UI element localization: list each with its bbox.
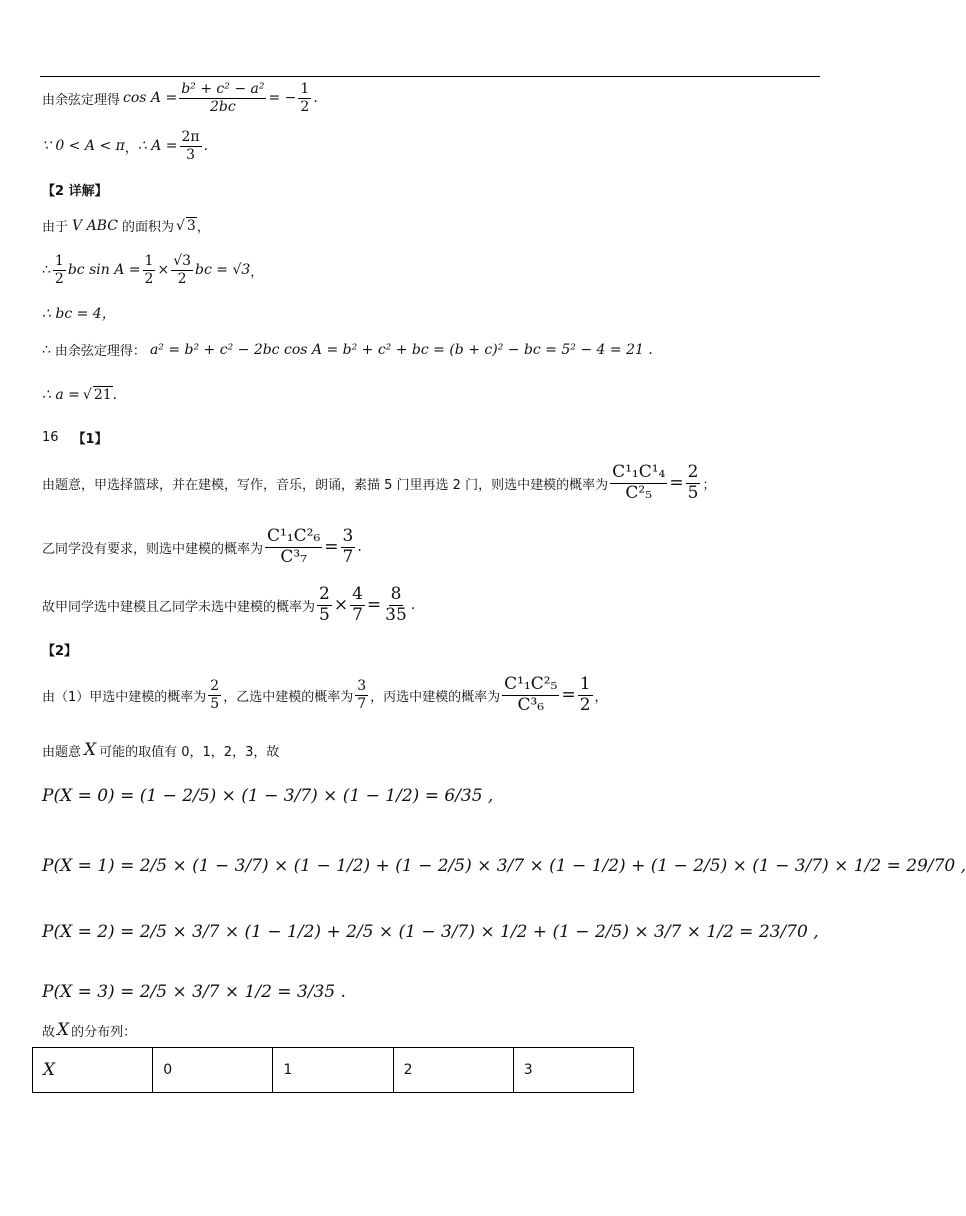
numerator: 4 xyxy=(352,584,363,604)
text: 故 xyxy=(42,1024,56,1040)
math: X xyxy=(84,740,97,760)
denominator: 2 xyxy=(144,270,154,287)
fraction xyxy=(686,464,701,503)
equation-p3: P(X = 3) = 2/5 × 3/7 × 1/2 = 3/35 . xyxy=(42,982,346,1002)
math: X xyxy=(57,1020,70,1040)
denominator: 2 xyxy=(54,270,64,287)
denominator: 5 xyxy=(687,482,699,503)
punct: . xyxy=(313,90,318,107)
bc-line: ∴ bc = 4， xyxy=(42,306,116,322)
equation-p1: P(X = 1) = 2/5 × (1 − 3/7) × (1 − 1/2) + (1 − 2/5) × 3/7 × (1 − 1/2) + (1 − 2/5) × (1 − 3/7) × 1/2 = 29/70 , xyxy=(42,856,966,876)
prob-yi-line xyxy=(42,528,362,567)
table-header-x: X xyxy=(33,1048,153,1093)
fraction xyxy=(341,528,356,567)
punct: ； xyxy=(702,477,716,493)
table-cell: 3 xyxy=(513,1048,633,1093)
text: 故甲同学选中建模且乙同学未选中建模的概率为 xyxy=(42,599,316,615)
punct: ， xyxy=(196,220,210,235)
numerator: 3 xyxy=(342,526,354,546)
denominator: 5 xyxy=(319,604,330,625)
denominator: 2 xyxy=(177,270,187,287)
distribution-table xyxy=(32,1047,634,1093)
denominator: 7 xyxy=(342,546,354,567)
question-16-heading xyxy=(42,428,108,447)
denominator: 7 xyxy=(357,695,367,712)
part-label: 【1】 xyxy=(72,432,108,447)
equation-p0: P(X = 0) = (1 − 2/5) × (1 − 3/7) × (1 − 1/2) = 6/35 , xyxy=(42,786,494,806)
table-cell: 2 xyxy=(393,1048,513,1093)
sqrt: 21 xyxy=(93,387,112,403)
fraction xyxy=(180,130,202,162)
fraction xyxy=(265,528,322,567)
text: ，丙选中建模的概率为 xyxy=(370,689,501,705)
part-2-heading: 【2 详解】 xyxy=(42,184,108,199)
numerator: 2 xyxy=(210,678,220,695)
fraction xyxy=(610,464,667,503)
denominator: C³₆ xyxy=(517,694,545,715)
numerator: 2π xyxy=(181,129,200,145)
denominator: C³₇ xyxy=(280,546,307,567)
math: ∵ 0 < A < π xyxy=(42,138,125,155)
numerator: C¹₁C²₆ xyxy=(267,526,321,546)
a-value-line: ∴ a = √ 21 . xyxy=(42,386,118,403)
numerator: 2 xyxy=(687,462,699,482)
table-cell: 0 xyxy=(153,1048,273,1093)
numerator: 1 xyxy=(579,674,591,694)
part-2-label: 【2】 xyxy=(42,644,78,659)
math: ∴ a = xyxy=(42,386,80,403)
denominator: 3 xyxy=(186,146,196,163)
fraction xyxy=(355,679,368,711)
numerator: 3 xyxy=(357,678,367,695)
text: 乙同学没有要求，则选中建模的概率为 xyxy=(42,541,264,557)
punct: . xyxy=(410,597,416,614)
math: ∴ xyxy=(42,262,51,279)
numerator: 1 xyxy=(54,253,64,269)
prob-bing-line xyxy=(42,676,608,715)
fraction xyxy=(383,586,409,625)
numerator: 2 xyxy=(319,584,330,604)
fraction xyxy=(298,82,311,114)
prob-jia-line xyxy=(42,464,715,503)
fraction xyxy=(179,82,266,114)
punct: . xyxy=(203,138,209,155)
text: 由题意 xyxy=(42,744,82,760)
denominator: C²₅ xyxy=(625,482,653,503)
denominator: 35 xyxy=(385,604,407,625)
math: a² = b² + c² − 2bc cos A = b² + c² + bc = (b + c)² − bc = 5² − 4 = 21 . xyxy=(149,341,653,358)
numerator: 8 xyxy=(390,584,402,604)
punct: ， xyxy=(124,140,138,156)
text: 可能的取值有 0，1，2，3，故 xyxy=(99,744,280,760)
header-rule xyxy=(40,76,820,77)
distribution-heading xyxy=(42,1020,136,1040)
question-number: 16 xyxy=(42,430,59,445)
math: = xyxy=(324,537,339,558)
numerator: 1 xyxy=(144,253,154,269)
math: = − xyxy=(268,90,297,107)
fraction xyxy=(317,586,332,625)
math: × xyxy=(157,262,170,279)
area-line: 由于 V ABC 的面积为 √ 3 ， xyxy=(42,217,210,235)
table-cell: 1 xyxy=(273,1048,393,1093)
fraction xyxy=(208,679,221,711)
math: = xyxy=(561,685,576,706)
punct: ， xyxy=(594,689,608,705)
fraction xyxy=(53,254,66,286)
text: 由题意，甲选择篮球，并在建模，写作，音乐，朗诵，素描 5 门里再选 2 门，则选中建模的概率为 xyxy=(42,477,609,493)
fraction xyxy=(143,254,156,286)
denominator: 5 xyxy=(210,695,220,712)
math: = xyxy=(366,595,382,616)
numerator: C¹₁C²₅ xyxy=(504,674,558,694)
denominator: 7 xyxy=(352,604,363,625)
prob-combined-line xyxy=(42,586,415,625)
table-row xyxy=(33,1048,634,1093)
punct: . xyxy=(357,539,362,556)
text: ，乙选中建模的概率为 xyxy=(223,689,354,705)
a-squared-line xyxy=(42,340,653,359)
numerator: √3 xyxy=(173,253,192,269)
fraction xyxy=(502,676,559,715)
law-of-cosines-line xyxy=(42,82,318,114)
math: cos A = xyxy=(123,90,178,107)
equation-p2: P(X = 2) = 2/5 × 3/7 × (1 − 1/2) + 2/5 × (1 − 3/7) × 1/2 + (1 − 2/5) × 3/7 × 1/2 = 23/70 , xyxy=(42,922,819,942)
math: bc = √3 xyxy=(195,262,251,279)
text: 的分布列： xyxy=(71,1024,137,1040)
denominator: 2 xyxy=(300,98,310,115)
denominator: 2bc xyxy=(209,98,236,115)
math: ∴ A = xyxy=(137,138,178,155)
fraction xyxy=(578,676,593,715)
math: ∴ xyxy=(42,341,51,358)
text: 由于 xyxy=(42,220,69,235)
numerator: C¹₁C¹₄ xyxy=(612,462,666,482)
sqrt: 3 xyxy=(186,218,196,234)
fraction xyxy=(171,254,193,286)
numerator: b² + c² − a² xyxy=(181,81,265,97)
text: 的面积为 xyxy=(121,220,174,235)
numerator: 1 xyxy=(300,81,310,97)
text: 由余弦定理得 xyxy=(42,92,121,108)
text: 由余弦定理得： xyxy=(54,344,146,359)
punct: . xyxy=(112,386,118,403)
area-formula-line xyxy=(42,254,263,286)
fraction xyxy=(350,586,365,625)
math: bc sin A = xyxy=(67,262,141,279)
text: 由（1）甲选中建模的概率为 xyxy=(42,689,207,705)
punct: ， xyxy=(250,264,264,280)
x-values-line xyxy=(42,740,279,760)
math: = xyxy=(669,473,684,494)
angle-range-line xyxy=(42,130,208,162)
math: V ABC xyxy=(72,217,118,234)
math: × xyxy=(333,595,349,616)
denominator: 2 xyxy=(579,694,591,715)
